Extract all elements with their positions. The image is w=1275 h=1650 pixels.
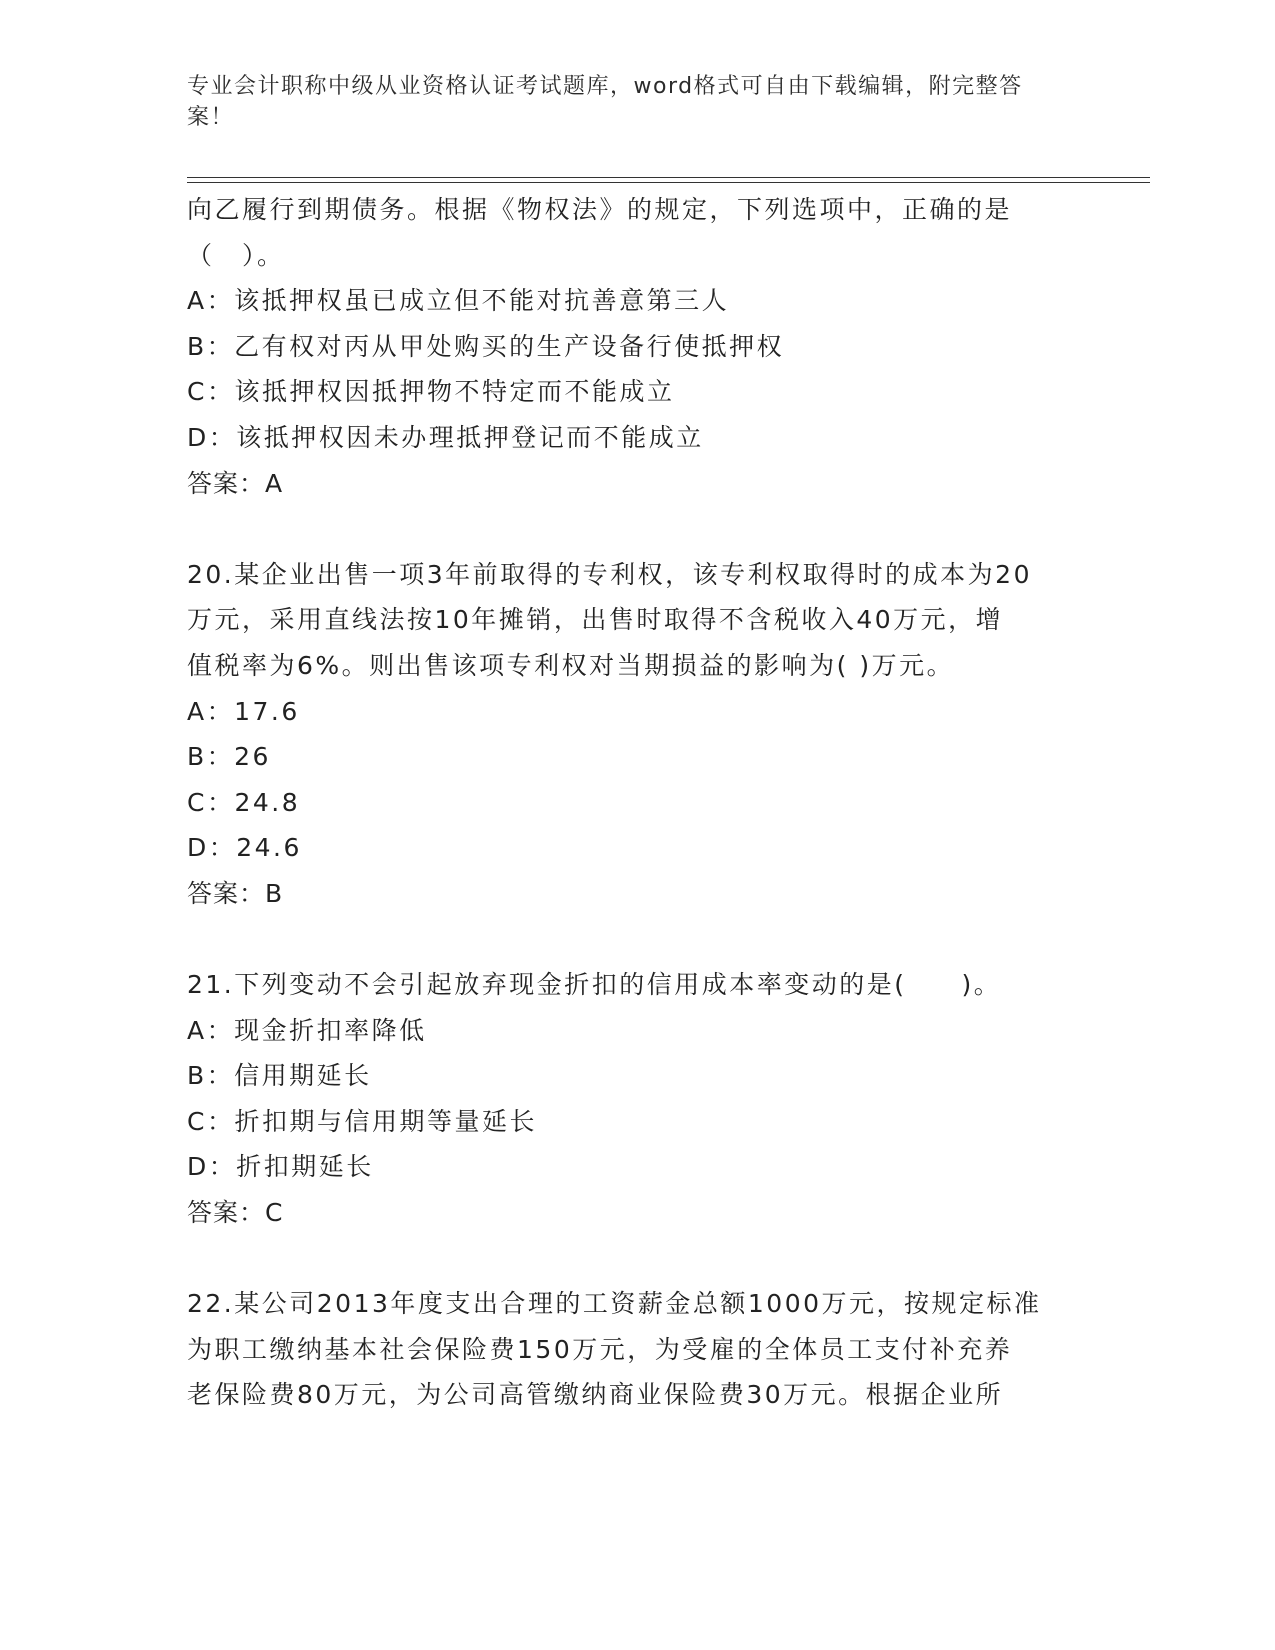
option-b: B：26 [187,742,271,772]
question-text-line: 值税率为6%。则出售该项专利权对当期损益的影响为( )万元。 [187,650,955,680]
option-c: C：折扣期与信用期等量延长 [187,1106,537,1136]
question-19 [187,187,1087,506]
question-20 [187,552,1087,917]
option-c: C：24.8 [187,787,301,817]
option-d: D：24.6 [187,833,302,863]
answer-label: 答案：C [187,1198,284,1228]
answer-label: 答案：B [187,878,284,908]
option-b: B：乙有权对丙从甲处购买的生产设备行使抵押权 [187,331,785,361]
option-a: A：17.6 [187,696,300,726]
option-b: B：信用期延长 [187,1061,372,1091]
question-text-line: 老保险费80万元，为公司高管缴纳商业保险费30万元。根据企业所 [187,1380,1004,1410]
question-content [187,187,1087,1418]
question-text-line: 21.下列变动不会引起放弃现金折扣的信用成本率变动的是( )。 [187,970,1002,1000]
option-d: D：该抵押权因未办理抵押登记而不能成立 [187,422,704,452]
answer-label: 答案：A [187,468,284,498]
question-text-line: 22.某公司2013年度支出合理的工资薪金总额1000万元，按规定标准 [187,1289,1042,1319]
header-rule-bottom [187,182,1150,183]
option-a: A：现金折扣率降低 [187,1015,427,1045]
question-21 [187,962,1087,1236]
header-rule-top [187,177,1150,178]
option-a: A：该抵押权虽已成立但不能对抗善意第三人 [187,286,730,316]
header-line-2: 案！ [187,105,235,130]
document-header [187,71,1067,133]
question-text-line: 向乙履行到期债务。根据《物权法》的规定，下列选项中，正确的是 [187,195,1013,224]
option-d: D：折扣期延长 [187,1152,374,1182]
question-text-line: 20.某企业出售一项3年前取得的专利权，该专利权取得时的成本为20 [187,559,1032,589]
option-c: C：该抵押权因抵押物不特定而不能成立 [187,377,675,407]
question-text-line: 为职工缴纳基本社会保险费150万元，为受雇的全体员工支付补充养 [187,1334,1013,1364]
question-spacer [187,917,1087,963]
header-line-1: 专业会计职称中级从业资格认证考试题库，word格式可自由下载编辑，附完整答 [187,74,1023,99]
question-spacer [187,1236,1087,1282]
question-text-line: （ ）。 [187,240,285,270]
question-22 [187,1281,1087,1418]
question-text-line: 万元，采用直线法按10年摊销，出售时取得不含税收入40万元，增 [187,605,1004,635]
question-spacer [187,506,1087,552]
